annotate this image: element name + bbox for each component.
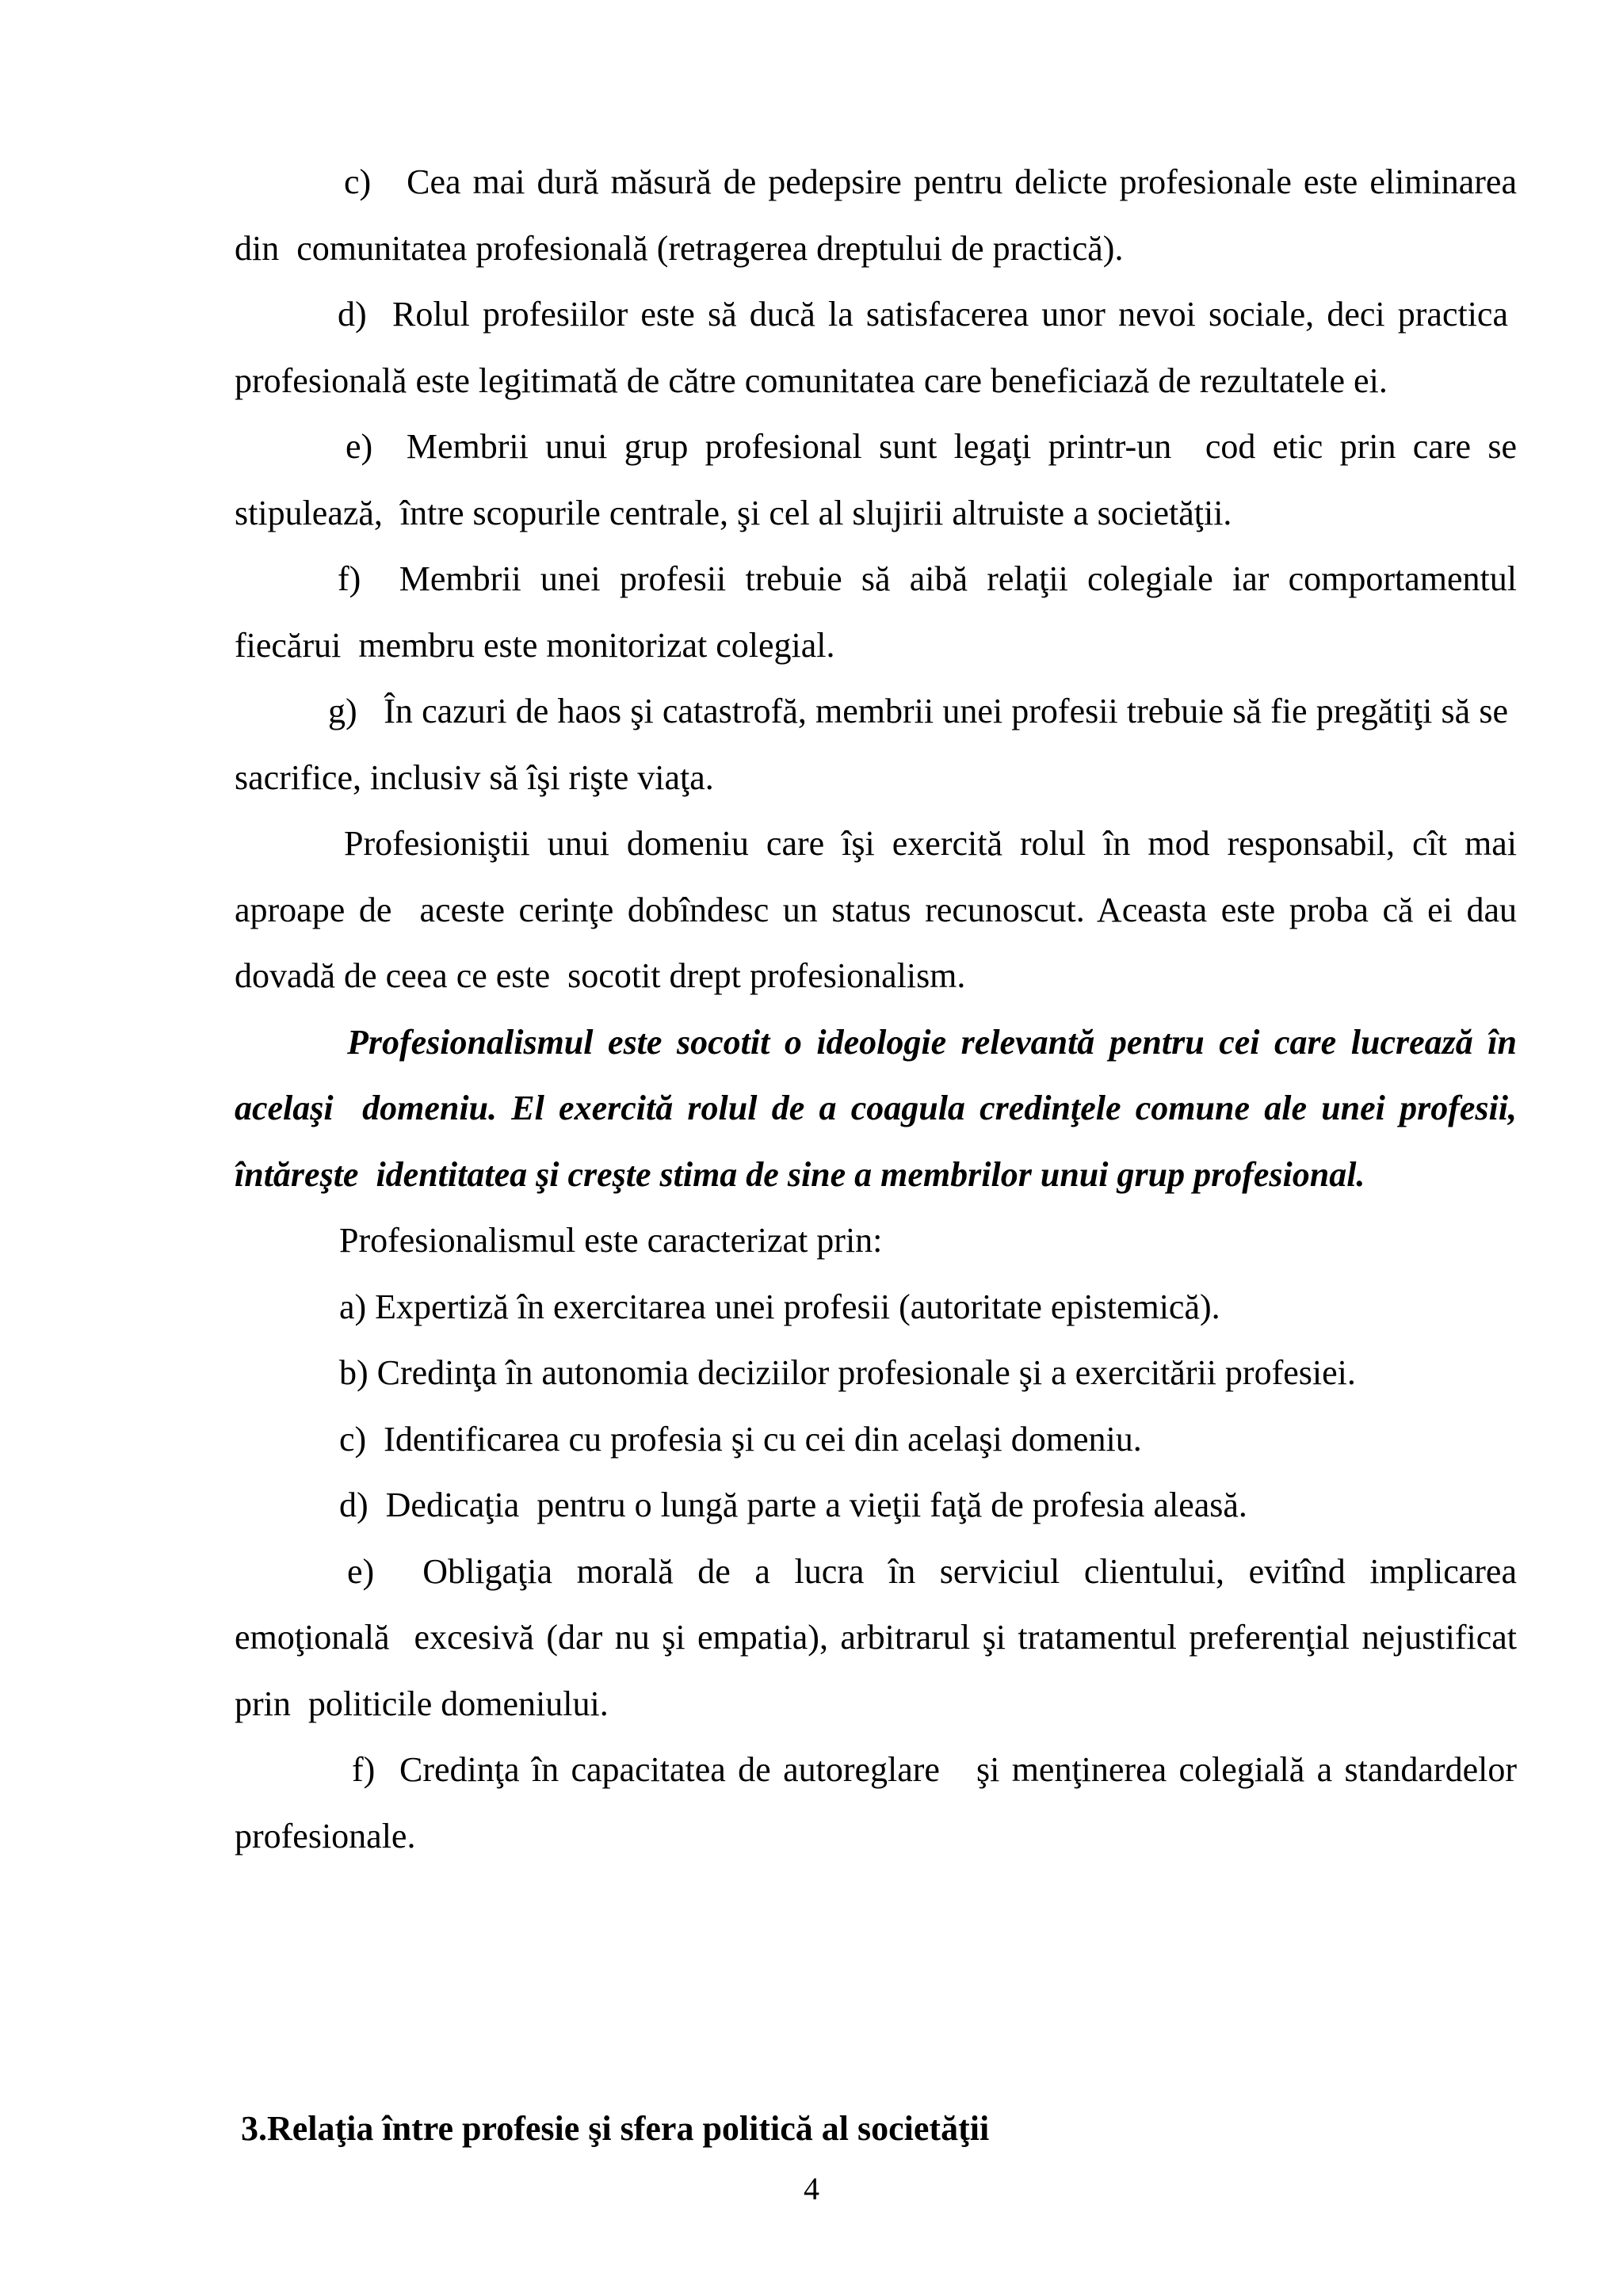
section-heading: 3.Relaţia între profesie şi sfera politică al societăţii [241,2109,990,2148]
paragraph-d: d) Rolul profesiilor este să ducă la satisfacerea unor nevoi sociale, deci practica profesională este legitimată de către comunitatea care beneficiază de rezultatele ei. [235,295,1517,400]
body-text [235,149,1517,1869]
paragraph-characterized-by: Profesionalismul este caracterizat prin: [339,1221,883,1260]
characteristic-e: e) Obligaţia morală de a lucra în serviciul clientului, evitînd implicarea emoţională excesivă (dar nu şi empatia), arbitrarul şi tratamentul preferenţial nejustificat prin politicile domeniului. [235,1551,1517,1723]
paragraph-f: f) Membrii unei profesii trebuie să aibă relaţii colegiale iar comportamentul fiecărui membru este monitorizat colegial. [235,559,1517,665]
page-number: 4 [804,2171,819,2206]
paragraph-professionals: Profesioniştii unui domeniu care îşi exercită rolul în mod responsabil, cît mai aproape de aceste cerinţe dobîndesc un status recunoscut. Aceasta este proba că ei dau dovadă de ceea ce este socotit drept profesionalism. [235,824,1517,995]
characteristic-d: d) Dedicaţia pentru o lungă parte a vieţii faţă de profesia aleasă. [339,1486,1247,1524]
characteristic-c: c) Identificarea cu profesia şi cu cei din acelaşi domeniu. [339,1419,1142,1459]
characteristic-a: a) Expertiză în exercitarea unei profesii (autoritate epistemică). [339,1287,1220,1326]
characteristic-b: b) Credinţa în autonomia deciziilor profesionale şi a exercitării profesiei. [339,1353,1356,1392]
characteristic-f: f) Credinţa în capacitatea de autoreglare şi menţinerea colegială a standardelor profesionale. [235,1750,1517,1855]
paragraph-g: g) În cazuri de haos şi catastrofă, membrii unei profesii trebuie să fie pregătiţi să se sacrifice, inclusiv să îşi rişte viaţa. [235,692,1517,797]
paragraph-professionalism-definition: Profesionalismul este socotit o ideologie relevantă pentru cei care lucrează în acelaşi domeniu. El exercită rolul de a coagula credinţele comune ale unei profesii, întăreşte identitatea şi creşte stima de sine a membrilor unui grup profesional. [235,1022,1517,1194]
paragraph-c: c) Cea mai dură măsură de pedepsire pentru delicte profesionale este eliminarea din comunitatea profesională (retragerea dreptului de practică). [235,162,1517,268]
paragraph-e: e) Membrii unui grup profesional sunt legaţi printr-un cod etic prin care se stipulează, între scopurile centrale, şi cel al slujirii altruiste a societăţii. [235,427,1517,532]
